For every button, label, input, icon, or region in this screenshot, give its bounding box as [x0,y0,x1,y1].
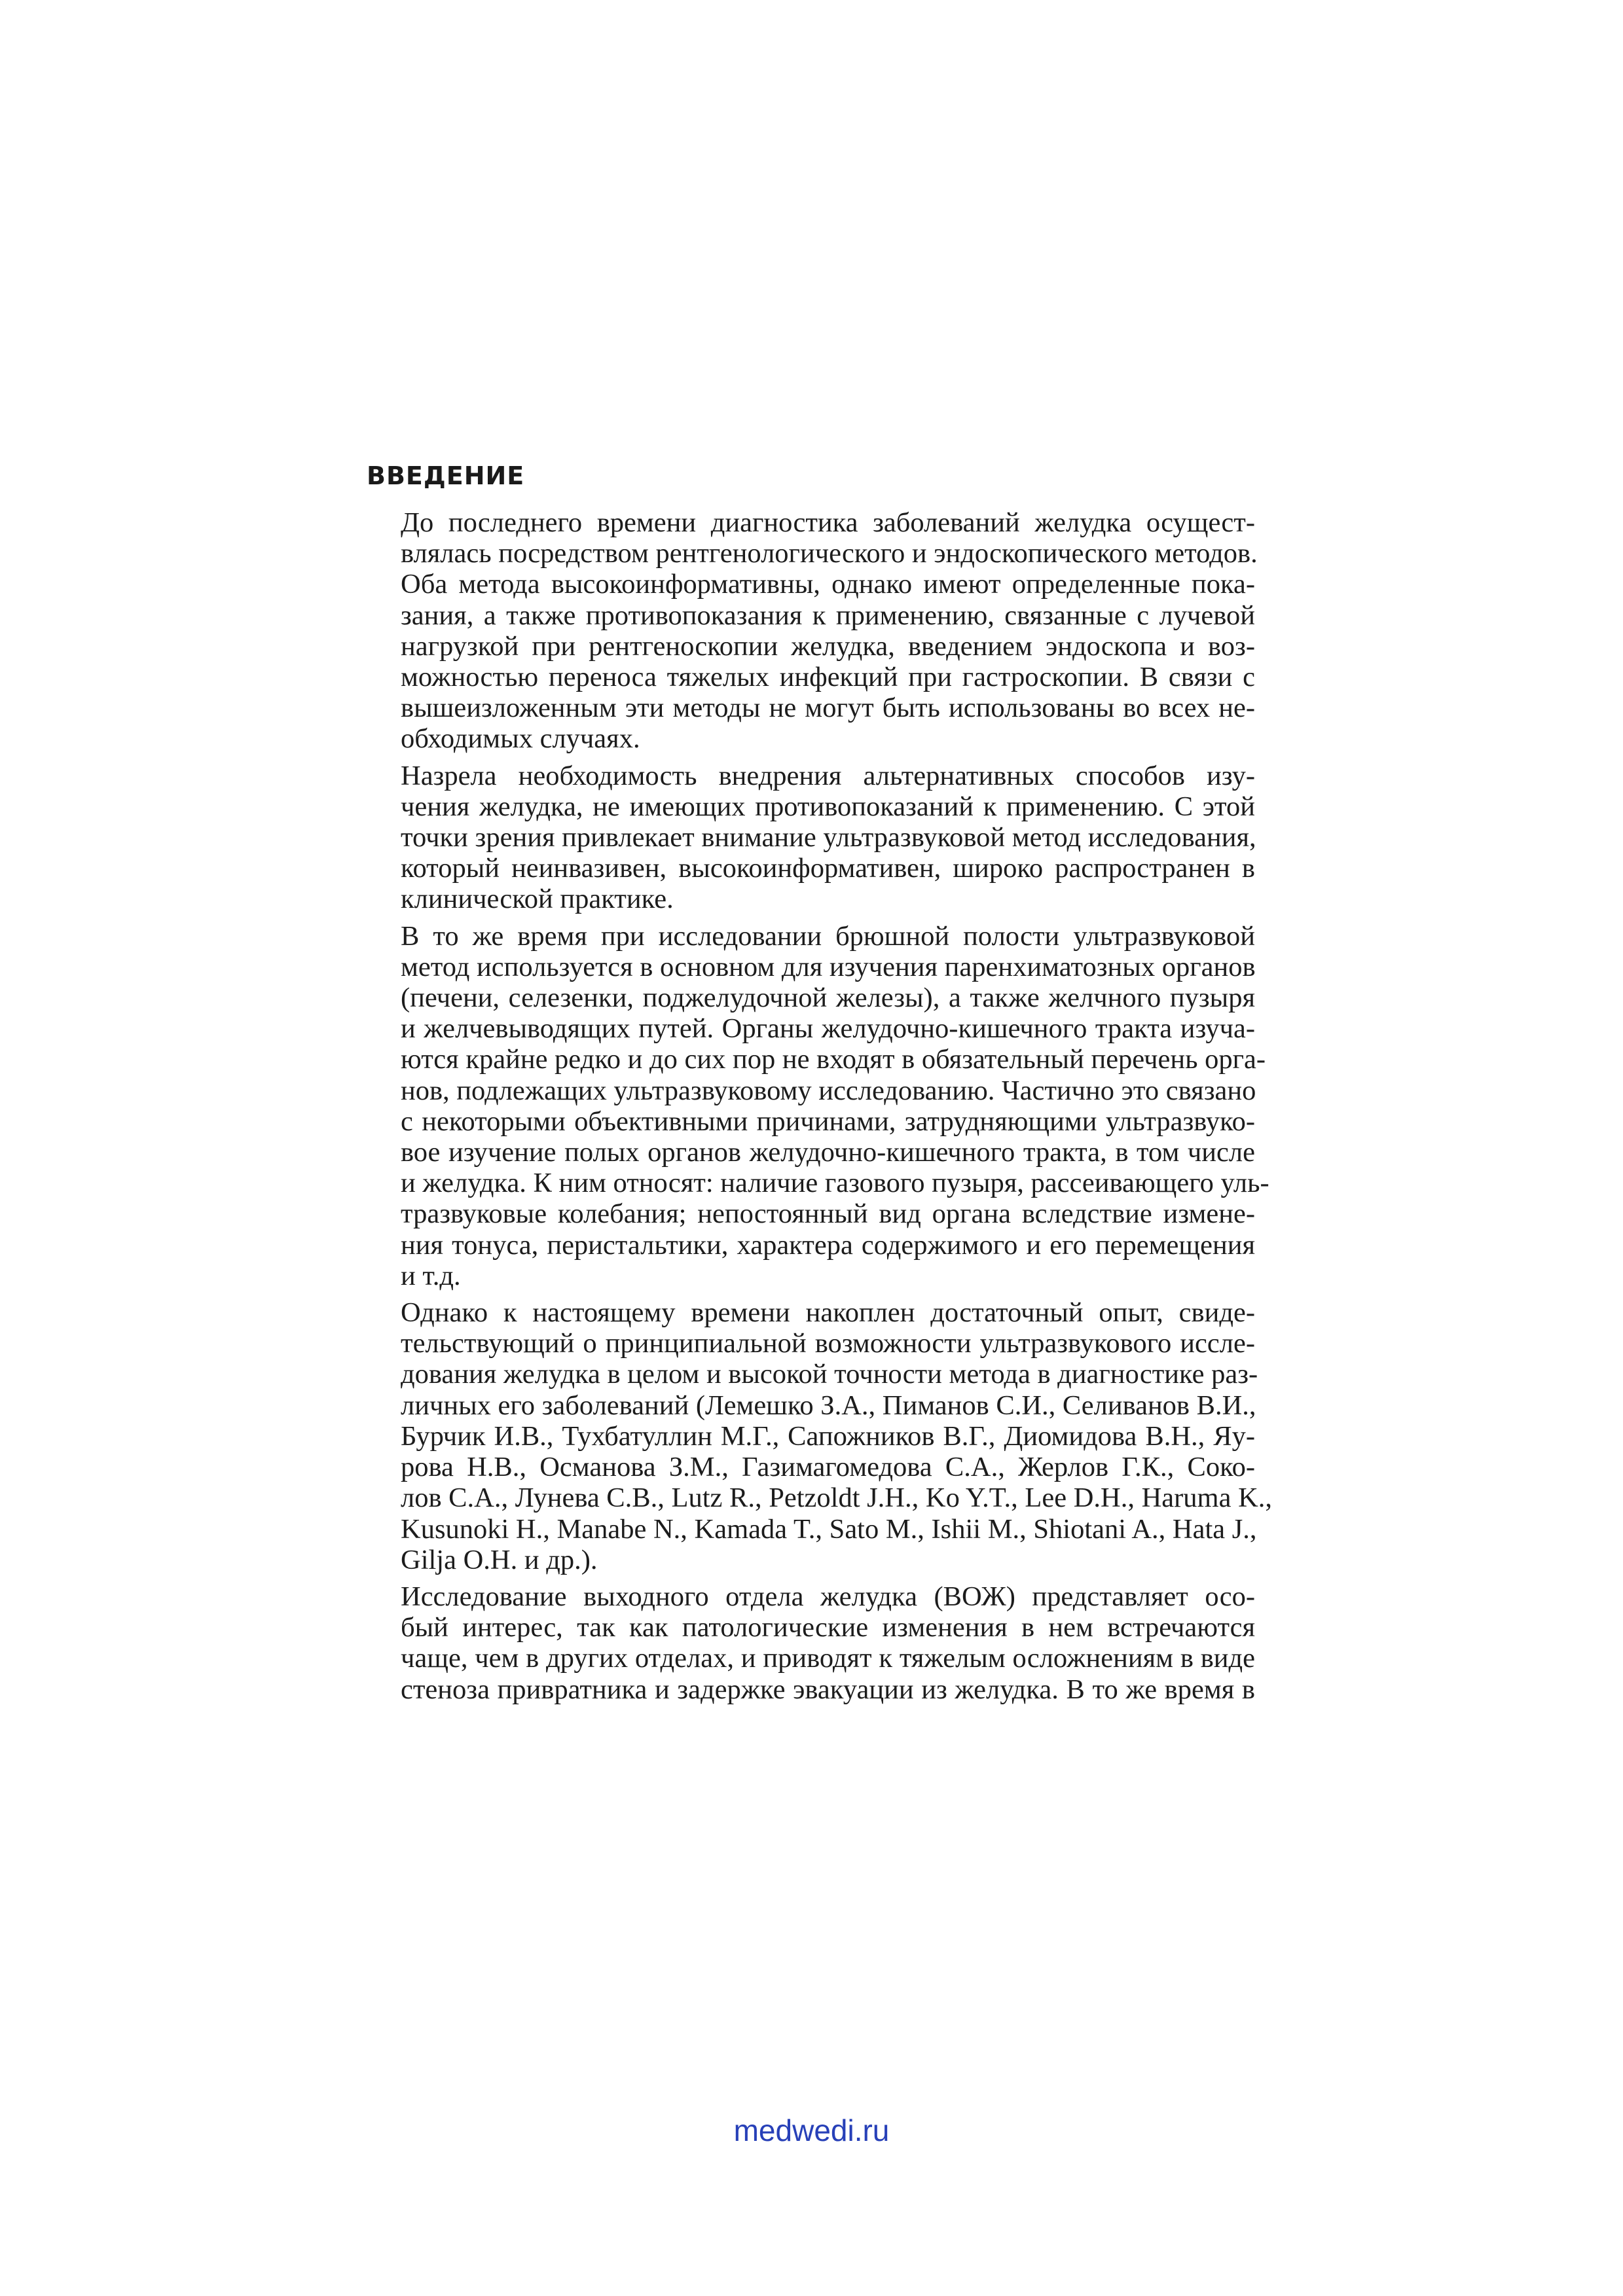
text-line: дования желудка в целом и высокой точности метода в диагностике раз- [401,1359,1258,1390]
text-line: и желудка. К ним относят: наличие газового пузыря, рассеивающего уль- [401,1168,1269,1199]
text-line: нагрузкой при рентгеноскопии желудка, введением эндоскопа и воз- [401,630,1255,662]
text-line: и желчевыводящих путей. Органы желудочно-кишечного тракта изуча- [401,1013,1255,1045]
text-line: лов С.А., Лунева С.В., Lutz R., Petzoldt J.H., Ko Y.T., Lee D.H., Haruma K., [401,1482,1273,1514]
paragraph [367,920,1269,1291]
text-line: влялась посредством рентгенологического и эндоскопического методов. [401,538,1258,569]
site-link[interactable]: medwedi.ru [733,2113,890,2147]
text-line: (печени, селезенки, поджелудочной железы), а также желчного пузыря [401,982,1255,1014]
text-line: который неинвазивен, высокоинформативен, широко распространен в [401,853,1255,884]
text-line: Бурчик И.В., Тухбатуллин М.Г., Сапожников В.Г., Диомидова В.Н., Яу- [401,1420,1255,1452]
paragraph [367,1581,1255,1705]
text-line: Назрела необходимость внедрения альтернативных способов изу- [401,760,1255,791]
text-line: вое изучение полых органов желудочно-кишечного тракта, в том числе [401,1137,1255,1168]
paragraph [367,507,1258,755]
paragraph [367,761,1255,915]
text-line: с некоторыми объективными причинами, затрудняющими ультразвуко- [401,1105,1255,1137]
text-line: личных его заболеваний (Лемешко З.А., Пиманов С.И., Селиванов В.И., [401,1390,1256,1421]
text-line: и т.д. [401,1260,461,1291]
text-line: Gilja O.H. и др.). [401,1544,598,1575]
text-line: зания, а также противопоказания к применению, связанные с лучевой [401,600,1255,631]
text-line: Однако к настоящему времени накоплен достаточный опыт, свиде- [401,1297,1255,1329]
text-line: метод используется в основном для изучения паренхиматозных органов [401,951,1256,982]
text-line: В то же время при исследовании брюшной полости ультразвуковой [401,920,1255,952]
text-line: ния тонуса, перистальтики, характера содержимого и его перемещения [401,1229,1255,1261]
text-line: До последнего времени диагностика заболеваний желудка осущест- [401,507,1255,538]
body-text [367,507,1273,1711]
section-heading: ВВЕДЕНИЕ [367,461,525,490]
text-line: обходимых случаях. [401,723,640,755]
text-line: бый интерес, так как патологические изменения в нем встречаются [401,1612,1255,1643]
text-line: рова Н.В., Османова З.М., Газимагомедова С.А., Жерлов Г.К., Соко- [401,1452,1255,1483]
text-line: стеноза привратника и задержке эвакуации из желудка. В то же время в [401,1674,1255,1705]
text-line: нов, подлежащих ультразвуковому исследованию. Частично это связано [401,1075,1256,1106]
text-line: клинической практике. [401,884,674,915]
text-line: чаще, чем в других отделах, и приводят к тяжелым осложнениям в виде [401,1643,1255,1674]
text-line: можностью переноса тяжелых инфекций при гастроскопии. В связи с [401,662,1255,693]
text-line: тельствующий о принципиальной возможности ультразвукового иссле- [401,1328,1255,1359]
text-line: чения желудка, не имеющих противопоказаний к применению. С этой [401,791,1255,822]
text-line: Исследование выходного отдела желудка (ВОЖ) представляет осо- [401,1581,1255,1612]
text-line: точки зрения привлекает внимание ультразвуковой метод исследования, [401,822,1256,853]
text-line: вышеизложенным эти методы не могут быть использованы во всех не- [401,692,1255,724]
text-line: ются крайне редко и до сих пор не входят в обязательный перечень орга- [401,1044,1266,1075]
paragraph [367,1297,1273,1575]
text-line: Kusunoki H., Manabe N., Kamada T., Sato M., Ishii M., Shiotani A., Hata J., [401,1513,1257,1545]
text-line: тразвуковые колебания; непостоянный вид органа вследствие измене- [401,1198,1255,1230]
text-line: Оба метода высокоинформативны, однако имеют определенные пока- [401,569,1255,600]
